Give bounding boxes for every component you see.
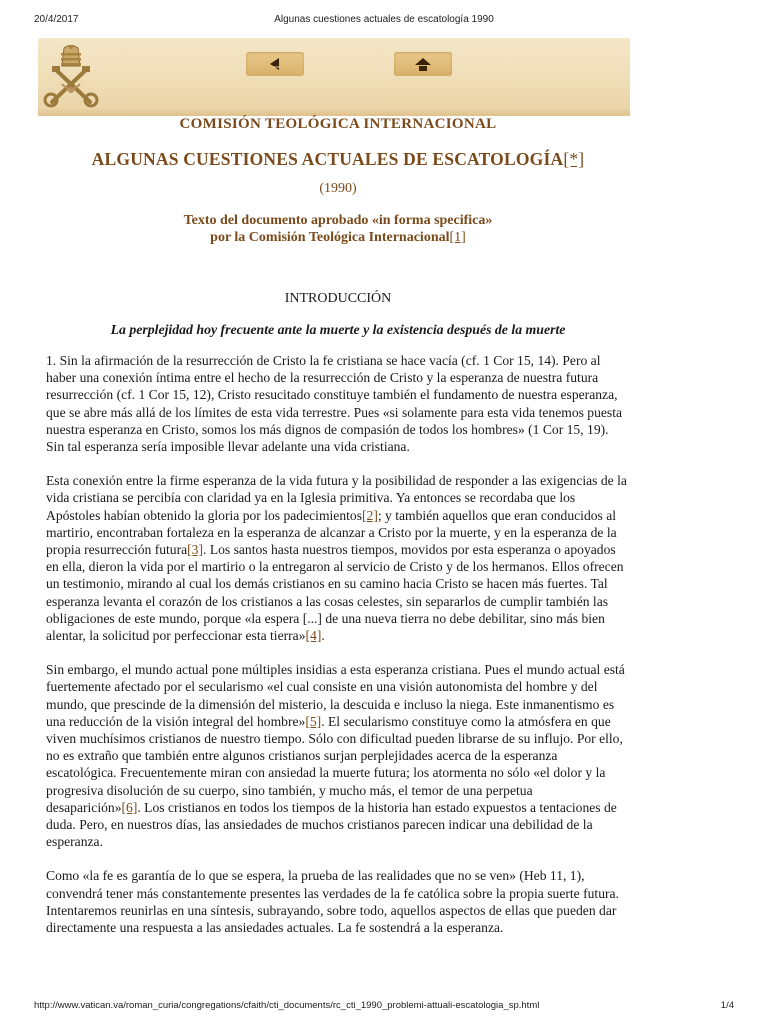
commission-heading: COMISIÓN TEOLÓGICA INTERNACIONAL [179,116,497,132]
papal-crest-icon [42,44,100,110]
paragraph-text: 1. Sin la afirmación de la resurrección de Cristo la fe cristiana se hace vacía (cf. 1 Cor 15, 14). Pero al haber una conexión íntima entre el hecho de la resurrección de Cristo y la esperanza de nuestra futura resurrección (cf. 1 Cor 15, 12), Cristo resucitado constituye también el fundamento de nuestra esperanza, que se abre más allá de los límites de esta vida terrestre. Pues «si solamente para esta vida tenemos puesta nuestra esperanza en Cristo, somos los más dignos de compasión de todos los hombres» (1 Cor 15, 19). Sin tal esperanza sería imposible llevar adelante una vida cristiana. [46,353,623,455]
paragraph-4 [46,867,630,936]
paragraph-text: . Los santos hasta nuestros tiempos, movidos por esta esperanza o apoyados en ella, dieron la vida por el martirio o la entregaron al servicio de Cristo y de los hermanos. Ellos ofrecen un testimonio, mirando al cual los demás cristianos en su camino hacia Cristo se hacen más fuertes. Tal esperanza levanta el corazón de los cristianos a las cosas celestes, sin separarlos de cumplir también las obligaciones de este mundo, porque «la espera [...] de una nueva tierra no debe debilitar, sino más bien alentar, la solicitud por perfeccionar esta tierra» [46,542,624,644]
print-page-number: 1/4 [720,1000,734,1011]
document-year: (1990) [319,181,357,196]
title-text: ALGUNAS CUESTIONES ACTUALES DE ESCATOLOGÍA [91,149,564,169]
footnote-link[interactable]: [4] [305,628,322,644]
paragraph-1 [46,352,630,455]
paragraph-text: ; y también aquellos que eran conducidos al martirio, encontraban fortaleza en la esperanza de alcanzar a Cristo por la muerte, y en la esperanza de la propia resurrección futura [46,507,617,558]
subtitle-line-2-text: por la Comisión Teológica Internacional [210,230,450,245]
introduction-heading: INTRODUCCIÓN [284,291,392,306]
print-header [34,14,734,28]
subtitle-line-1: Texto del documento aprobado «in forma specifica» [183,213,493,228]
subtitle-line-2 [46,229,630,246]
paragraph-text: . Los cristianos en todos los tiempos de la historia han estado expuestos a tentaciones de duda. Pero, en nuestros días, las ansiedades de muchos cristianos parecen indicar una debilidad de la esperanza. [46,799,617,850]
vatican-banner [38,38,630,116]
print-footer [34,1000,734,1014]
up-arrow-icon [394,52,452,76]
print-url: http://www.vatican.va/roman_curia/congregations/cfaith/cti_documents/rc_cti_1990_problemi-attuali-escatologia_sp.html [34,1000,540,1011]
left-arrow-icon [246,52,304,76]
paragraph-text: Sin embargo, el mundo actual pone múltiples insidias a esta esperanza cristiana. Pues el mundo actual está fuertemente afectado por el secularismo «el cual consiste en una visión autonomista del hombre y del mundo, que prescinde de la dimensión del misterio, la descuida e incluso la niega. Este inmanentismo es una reducción de la visión integral del hombre» [46,662,625,729]
body-text [46,352,630,953]
document-title [46,149,630,170]
introduction-subheading: La perplejidad hoy frecuente ante la muerte y la existencia después de la muerte [110,322,566,337]
paragraph-2 [46,472,630,644]
footnote-link[interactable]: [6] [121,799,138,815]
footnote-link[interactable]: [2] [362,507,378,523]
print-title: Algunas cuestiones actuales de escatología 1990 [274,14,494,25]
paragraph-text: . El secularismo constituye como la atmósfera en que viven muchísimos cristianos de nuestro tiempo. Sólo con dificultad pueden librarse de su influjo. Por ello, no es extraño que también entre algunos cristianos surjan perplejidades acerca de la esperanza escatológica. Frecuentemente miran con ansiedad la muerte futura; los atormenta no sólo «el dolor y la progresiva disolución de su cuerpo, sino también, y mucho más, el temor de una perpetua desaparición» [46,713,623,815]
paragraph-3 [46,661,630,850]
paragraph-text: . [321,628,325,644]
title-note-link[interactable]: [*] [563,149,585,169]
paragraph-text: Esta conexión entre la firme esperanza de la vida futura y la posibilidad de responder a las exigencias de la vida cristiana se percibía con claridad ya en la Iglesia primitiva. Ya entonces se recordaba que los Apóstoles habían obtenido la gloria por los padecimientos [46,473,627,523]
subtitle-note-link[interactable]: [1] [449,230,466,245]
back-button[interactable] [246,52,304,76]
print-date: 20/4/2017 [34,14,79,25]
paragraph-text: Como «la fe es garantía de lo que se espera, la prueba de las realidades que no se ven» (Heb 11, 1), convendrá tener más constantemente presentes las verdades de la fe católica sobre la propia suerte futura. Intentaremos reunirlas en una síntesis, subrayando, sobre todo, aquellos aspectos de ellas que pueden dar directamente una respuesta a las ansiedades actuales. La fe sostendrá a la esperanza. [46,868,619,936]
footnote-link[interactable]: [3] [187,542,204,558]
footnote-link[interactable]: [5] [305,713,322,729]
document-subtitle [46,212,630,246]
up-button[interactable] [394,52,452,76]
